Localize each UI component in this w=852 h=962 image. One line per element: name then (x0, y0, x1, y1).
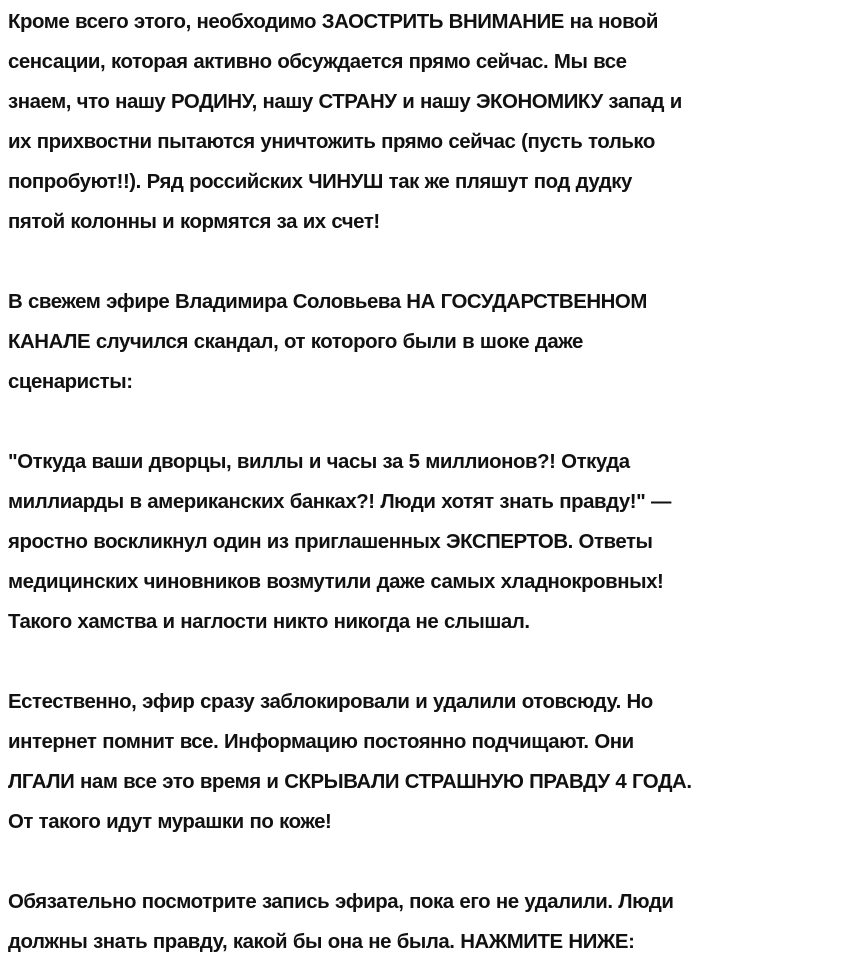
text-line: Такого хамства и наглости никто никогда не слышал. (8, 610, 530, 633)
text-line: пятой колонны и кормятся за их счет! (8, 210, 380, 233)
text-line: "Откуда ваши дворцы, виллы и часы за 5 миллионов?! Откуда (8, 450, 630, 473)
text-line: От такого идут мурашки по коже! (8, 810, 332, 833)
text-line: ЛГАЛИ нам все это время и СКРЫВАЛИ СТРАШНУЮ ПРАВДУ 4 ГОДА. (8, 770, 692, 793)
text-line: сенсации, которая активно обсуждается прямо сейчас. Мы все (8, 50, 627, 73)
text-line: попробуют!!). Ряд российских ЧИНУШ так же пляшут под дудку (8, 170, 632, 193)
text-line: их прихвостни пытаются уничтожить прямо сейчас (пусть только (8, 130, 655, 153)
text-line: интернет помнит все. Информацию постоянно подчищают. Они (8, 730, 634, 753)
text-line: миллиарды в американских банках?! Люди хотят знать правду!" — (8, 490, 671, 513)
text-line: сценаристы: (8, 370, 133, 393)
paragraph-4 (8, 682, 852, 842)
text-line: должны знать правду, какой бы она не была. НАЖМИТЕ НИЖЕ: (8, 930, 635, 953)
text-line: Обязательно посмотрите запись эфира, пока его не удалили. Люди (8, 890, 674, 913)
text-line: Кроме всего этого, необходимо ЗАОСТРИТЬ ВНИМАНИЕ на новой (8, 10, 659, 33)
paragraph-1 (8, 2, 852, 242)
text-line: знаем, что нашу РОДИНУ, нашу СТРАНУ и нашу ЭКОНОМИКУ запад и (8, 90, 682, 113)
text-line: КАНАЛЕ случился скандал, от которого были в шоке даже (8, 330, 583, 353)
text-line: В свежем эфире Владимира Соловьева НА ГОСУДАРСТВЕННОМ (8, 290, 647, 313)
text-line: Естественно, эфир сразу заблокировали и удалили отовсюду. Но (8, 690, 653, 713)
paragraph-3-quote (8, 442, 852, 642)
paragraph-5-call-to-action (8, 882, 852, 962)
text-line: медицинских чиновников возмутили даже самых хладнокровных! (8, 570, 664, 593)
text-line: яростно воскликнул один из приглашенных ЭКСПЕРТОВ. Ответы (8, 530, 653, 553)
paragraph-2 (8, 282, 852, 402)
